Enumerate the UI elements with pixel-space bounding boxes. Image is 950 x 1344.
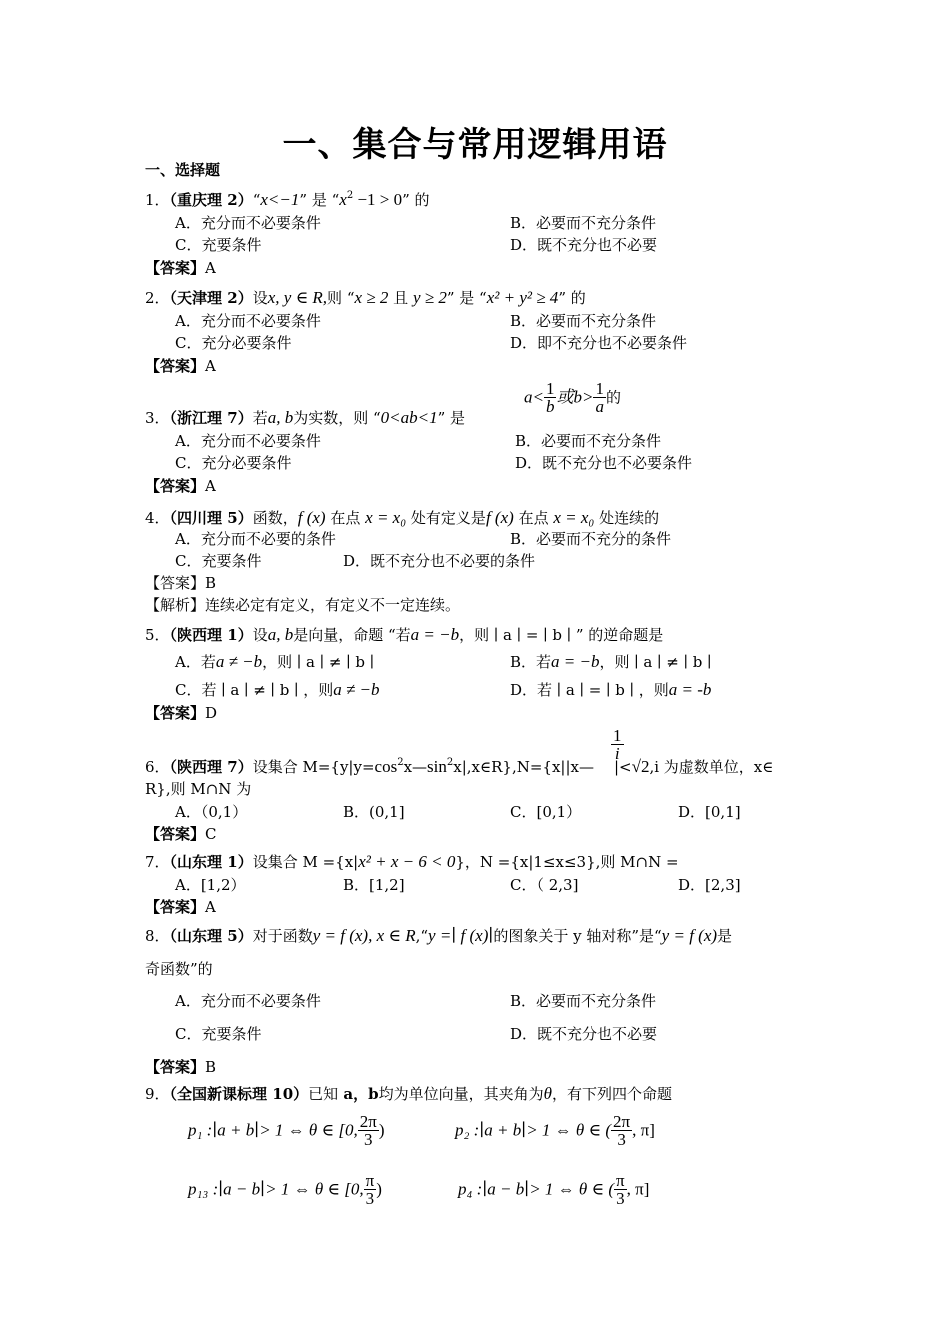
option-a: A．充分而不必要条件 <box>175 992 321 1010</box>
question-3-condition: a< $\frac{1}{b}$ 或b> $\frac{1}{a}$ 的 <box>524 379 621 416</box>
option-d: D．[0,1] <box>678 803 741 821</box>
proposition-p1: p₁ :∣a + b∣> 1 ⇔ θ ∈ [0, $\frac{2\pi}{3}$ ) <box>188 1112 385 1149</box>
option-a: A．（0,1） <box>175 803 248 821</box>
question-3: 3．（浙江理 7）若a, b为实数，则 “0<ab<1” 是 <box>145 408 466 427</box>
question-7: 7．（山东理 1）设集合 M ={x|x² + x − 6 < 0}，N ={x|1≤x≤3},则 M∩N = <box>145 852 679 871</box>
answer-8: 【答案】B <box>145 1058 217 1076</box>
option-a: A．充分而不必要条件 <box>175 214 321 232</box>
answer-6: 【答案】C <box>145 825 217 843</box>
option-b: B．[1,2] <box>343 876 405 894</box>
option-b: B．必要而不充分条件 <box>510 992 657 1010</box>
option-d: D．既不充分也不必要 <box>510 236 658 254</box>
option-b: B．必要而不充分的条件 <box>510 530 672 548</box>
option-c: C．充要条件 <box>175 1025 262 1043</box>
option-d: D．既不充分也不必要 <box>510 1025 658 1043</box>
option-a: A．充分而不必要条件 <box>175 312 321 330</box>
answer-3: 【答案】A <box>145 477 216 495</box>
question-6-cont: R},则 M∩N 为 <box>145 780 252 798</box>
fraction-1-over-b: $\frac{1}{b}$ <box>545 379 555 416</box>
option-d: D．既不充分也不必要条件 <box>515 454 693 472</box>
proposition-p3: p₁₃ :∣a − b∣> 1 ⇔ θ ∈ [0, $\frac{\pi}{3}$ ) <box>188 1171 382 1208</box>
option-c: C．充分必要条件 <box>175 454 292 472</box>
question-6: 6．（陕西理 7）设集合 $M=\{y|y=\cos^2x—\sin^2x|,x\in R\},N=\{x||x—$ |<√2,i 为虚数单位，x∈ <box>145 757 774 776</box>
answer-4: 【答案】B <box>145 574 217 592</box>
question-2: 2．（天津理 2）设x, y ∈ R,则 “x ≥ 2 且 y ≥ 2” 是 “x² + y² ≥ 4” 的 <box>145 288 586 307</box>
answer-5: 【答案】D <box>145 704 218 722</box>
option-a: A．充分而不必要条件 <box>175 432 321 450</box>
option-d: D．若 ∣ a ∣ = ∣ b ∣ ，则a = -b <box>510 680 712 699</box>
question-9: 9．（全国新课标理 10）已知 a，b均为单位向量，其夹角为θ，有下列四个命题 <box>145 1084 672 1103</box>
option-b: B．必要而不充分条件 <box>515 432 662 450</box>
option-a: A．若a ≠ −b，则 ∣ a ∣ ≠ ∣ b ∣ <box>175 652 375 671</box>
question-8-cont: 奇函数”的 <box>145 960 213 978</box>
option-c: C．[0,1） <box>510 803 582 821</box>
question-4: 4．（四川理 5）函数，f (x) 在点 x = x₀ 处有定义是f (x) 在点 x = x₀ 处连续的 <box>145 508 660 527</box>
option-c: C．充要条件 <box>175 552 262 570</box>
option-c: C．若 ∣ a ∣ ≠ ∣ b ∣ ，则a ≠ −b <box>175 680 380 699</box>
option-b: B．必要而不充分条件 <box>510 312 657 330</box>
option-b: B．若a = −b，则 ∣ a ∣ ≠ ∣ b ∣ <box>510 652 712 671</box>
analysis-4: 【解析】连续必定有定义，有定义不一定连续。 <box>145 596 461 614</box>
question-8: 8．（山东理 5）对于函数y = f (x), x ∈ R,“y =∣ f (x)∣的图象关于 y 轴对称”是“y = f (x)是 <box>145 926 733 945</box>
question-1: 1．（重庆理 2）“x<−1” 是 “$x^2 -1 > 0$” 的 <box>145 190 430 209</box>
option-d: D．既不充分也不必要的条件 <box>343 552 536 570</box>
page-title: 一、集合与常用逻辑用语 <box>282 125 668 165</box>
answer-7: 【答案】A <box>145 898 216 916</box>
section-heading: 一、选择题 <box>145 161 221 179</box>
option-a: A．[1,2） <box>175 876 246 894</box>
option-c: C．充要条件 <box>175 236 262 254</box>
option-c: C．（ 2,3] <box>510 876 579 894</box>
fraction-1-over-i: $\frac{1}{i}$ <box>613 726 622 763</box>
option-d: D．即不充分也不必要条件 <box>510 334 688 352</box>
option-a: A．充分而不必要的条件 <box>175 530 336 548</box>
answer-1: 【答案】A <box>145 259 216 277</box>
proposition-p4: p₄ :∣a − b∣> 1 ⇔ θ ∈ ( $\frac{\pi}{3}$ , π] <box>458 1171 650 1208</box>
option-c: C．充分必要条件 <box>175 334 292 352</box>
option-b: B．(0,1] <box>343 803 405 821</box>
proposition-p2: p₂ :∣a + b∣> 1 ⇔ θ ∈ ( $\frac{2\pi}{3}$ , π] <box>455 1112 655 1149</box>
option-b: B．必要而不充分条件 <box>510 214 657 232</box>
option-d: D．[2,3] <box>678 876 741 894</box>
question-5: 5．（陕西理 1）设a, b是向量，命题 “若a = −b，则 ∣ a ∣ = ∣ b ∣ ” 的逆命题是 <box>145 625 664 644</box>
answer-2: 【答案】A <box>145 357 216 375</box>
fraction-1-over-a: $\frac{1}{a}$ <box>595 379 604 416</box>
